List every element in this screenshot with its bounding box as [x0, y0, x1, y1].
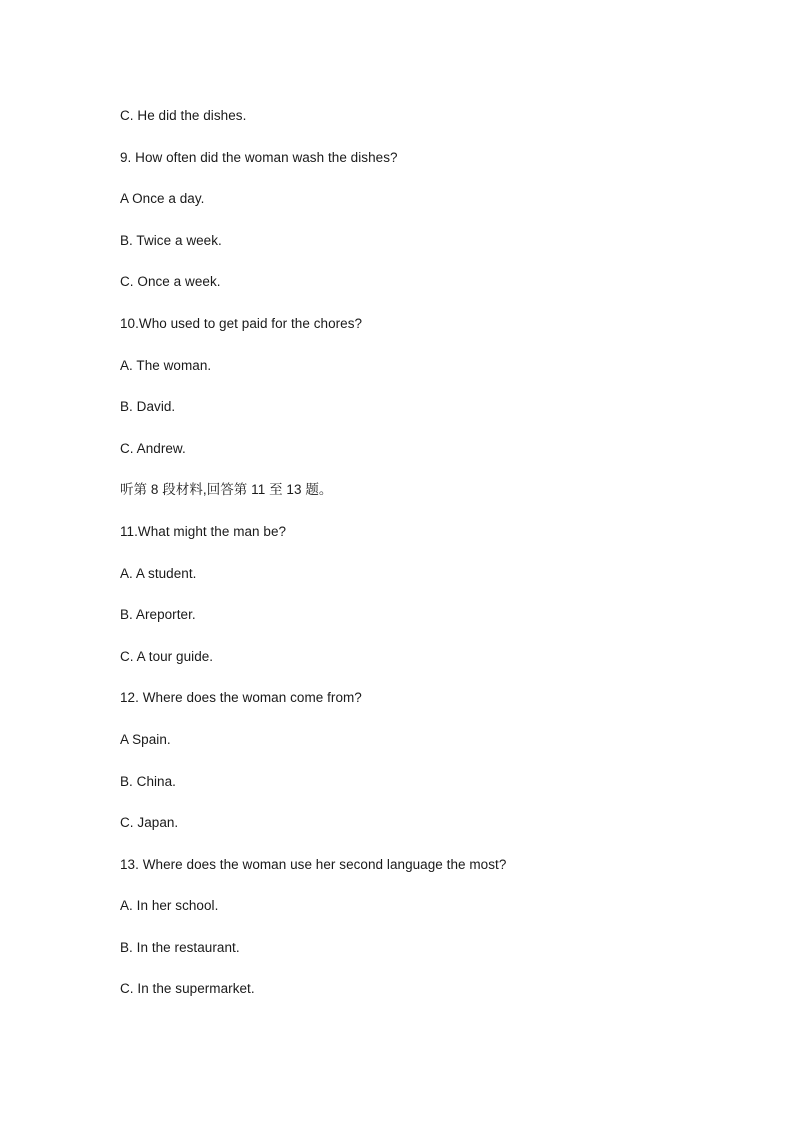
question-line: 9. How often did the woman wash the dishes?	[120, 149, 398, 165]
option-line: A Once a day.	[120, 191, 205, 207]
option-line: A. In her school.	[120, 898, 219, 914]
option-line: A. The woman.	[120, 357, 212, 373]
option-line: B. In the restaurant.	[120, 939, 240, 955]
question-line: 10.Who used to get paid for the chores?	[120, 315, 363, 331]
option-line: B. China.	[120, 773, 176, 789]
option-line: C. He did the dishes.	[120, 108, 247, 123]
question-line: 12. Where does the woman come from?	[120, 690, 362, 706]
option-line: A Spain.	[120, 731, 171, 747]
section-instruction: 听第 8 段材料,回答第 11 至 13 题。	[120, 482, 333, 498]
option-line: C. Andrew.	[120, 440, 186, 456]
option-line: B. David.	[120, 399, 176, 415]
option-line: B. Areporter.	[120, 607, 196, 623]
question-line: 13. Where does the woman use her second language the most?	[120, 856, 507, 872]
option-line: C. A tour guide.	[120, 648, 214, 664]
option-line: B. Twice a week.	[120, 232, 222, 248]
question-list	[120, 106, 740, 1021]
option-line: C. Japan.	[120, 815, 179, 831]
option-line: C. In the supermarket.	[120, 981, 255, 997]
option-line: C. Once a week.	[120, 274, 221, 290]
question-line: 11.What might the man be?	[120, 523, 287, 539]
option-line: A. A student.	[120, 565, 197, 581]
